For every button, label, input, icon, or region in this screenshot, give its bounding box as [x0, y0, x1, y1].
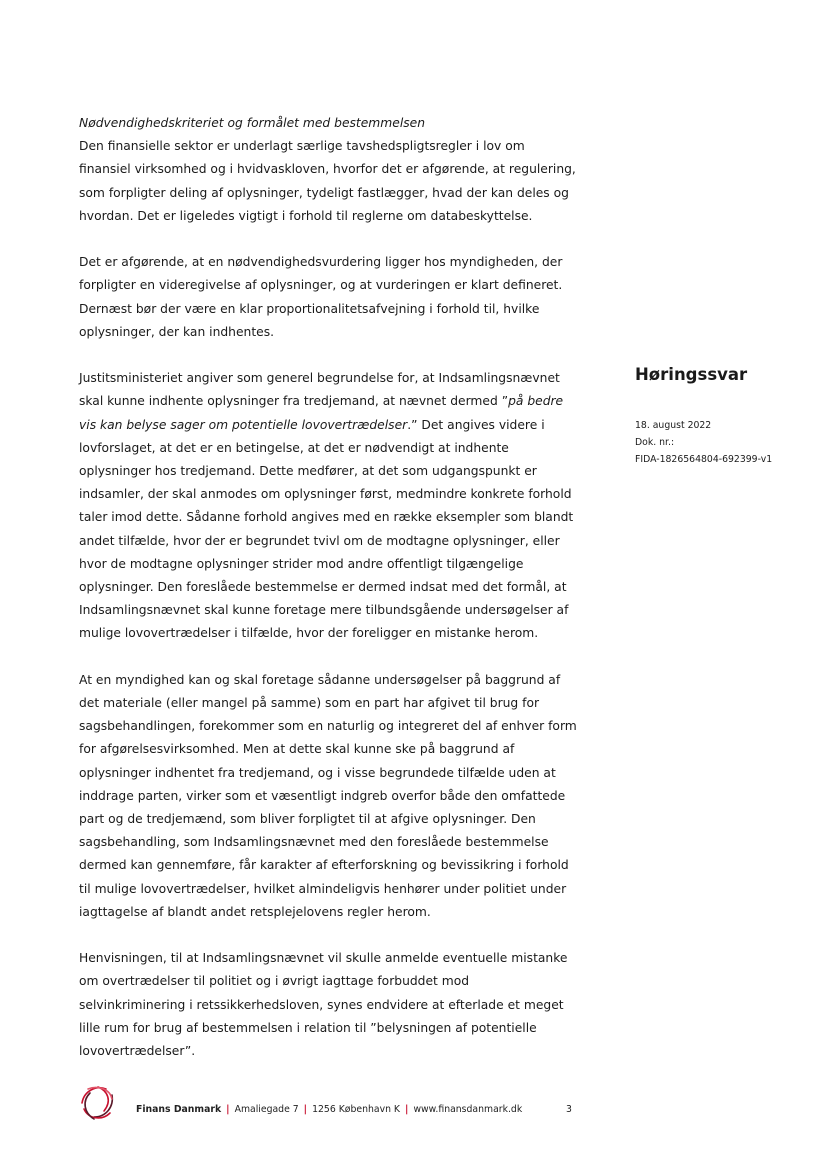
section-heading: Nødvendighedskriteriet og formålet med bestemmelsen — [79, 116, 426, 130]
footer-website-link[interactable]: www.finansdanmark.dk — [413, 1104, 523, 1115]
paragraph-3-part-c: .” Det angives videre i lovforslaget, at det er en betingelse, at det er nødvendigt at indhente oplysninger hos tredjemand. Dette medfører, at det som udgangspunkt er indsamler, der skal anmodes om oplysninger først, medmindre konkrete forhold taler imod dette. Sådanne forhold angives med en række eksempler som blandt andet tilfælde, hvor der er begrundet tvivl om de modtagne oplysninger, eller hvor de modtagne oplysninger strider mod andre offentligt tilgængelige oplysninger. Den foreslåede bestemmelse er dermed indsat med det formål, at Indsamlingsnævnet skal kunne foretage mere tilbundsgående undersøgelser af mulige lovovertrædelser i tilfælde, hvor der foreligger en mistanke herom. — [79, 417, 574, 641]
paragraph-3 — [79, 367, 579, 645]
finans-danmark-logo-icon — [78, 1083, 118, 1123]
footer-separator: | — [303, 1104, 308, 1115]
document-date: 18. august 2022 — [635, 420, 712, 431]
document-number-label: Dok. nr.: — [635, 437, 675, 448]
footer-address-line — [136, 1104, 522, 1116]
footer-separator: | — [405, 1104, 409, 1115]
paragraph-3-quote: på bedre vis kan belyse sager om potentielle lovovertrædelser — [79, 394, 564, 432]
document-body — [79, 112, 579, 1086]
sidebar — [635, 363, 815, 468]
footer — [78, 1083, 598, 1123]
footer-city: 1256 København K — [312, 1104, 401, 1115]
paragraph-3-part-a: Justitsministeriet angiver som generel begrundelse for, at Indsamlingsnævnet skal kunne indhente oplysninger fra tredjemand, at nævnet dermed ” — [79, 371, 560, 409]
paragraph-2: Det er afgørende, at en nødvendighedsvurdering ligger hos myndigheden, der forpligter en videregivelse af oplysninger, og at vurderingen er klart defineret. Dernæst bør der være en klar proportionalitetsafvejning i forhold til, hvilke oplysninger, der kan indhentes. — [79, 255, 563, 339]
document-number: FIDA-1826564804-692399-v1 — [635, 454, 773, 465]
footer-address: Amaliegade 7 — [234, 1104, 299, 1115]
paragraph-1: Den finansielle sektor er underlagt særlige tavshedspligtsregler i lov om finansiel virksomhed og i hvidvaskloven, hvorfor det er afgørende, at regulering, som forpligter deling af oplysninger, tydeligt fastlægger, hvad der kan deles og hvordan. Det er ligeledes vigtigt i forhold til reglerne om databeskyttelse. — [79, 139, 576, 223]
page-number: 3 — [566, 1104, 572, 1115]
footer-separator: | — [226, 1104, 230, 1115]
sidebar-title: Høringssvar — [635, 365, 748, 384]
paragraph-4: At en myndighed kan og skal foretage sådanne undersøgelser på baggrund af det materiale (eller mangel på samme) som en part har afgivet til brug for sagsbehandlingen, forekommer som en naturlig og integreret del af enhver form for afgørelsesvirksomhed. Men at dette skal kunne ske på baggrund af oplysninger indhentet fra tredjemand, og i visse begrundede tilfælde uden at inddrage parten, virker som et væsentligt indgreb overfor både den omfattede part og de tredjemænd, som bliver forpligtet til at afgive oplysninger. Den sagsbehandling, som Indsamlingsnævnet med den foreslåede bestemmelse dermed kan gennemføre, får karakter af efterforskning og bevissikring i forhold til mulige lovovertrædelser, hvilket almindeligvis henhører under politiet under iagttagelse af blandt andet retsplejelovens regler herom. — [79, 672, 577, 919]
paragraph-5: Henvisningen, til at Indsamlingsnævnet vil skulle anmelde eventuelle mistanke om overtrædelser til politiet og i øvrigt iagttage forbuddet mod selvinkriminering i retssikkerhedsloven, synes endvidere at efterlade et meget lille rum for brug af bestemmelsen i relation til ”belysningen af potentielle lovovertrædelser”. — [79, 951, 568, 1059]
footer-brand: Finans Danmark — [136, 1104, 222, 1115]
